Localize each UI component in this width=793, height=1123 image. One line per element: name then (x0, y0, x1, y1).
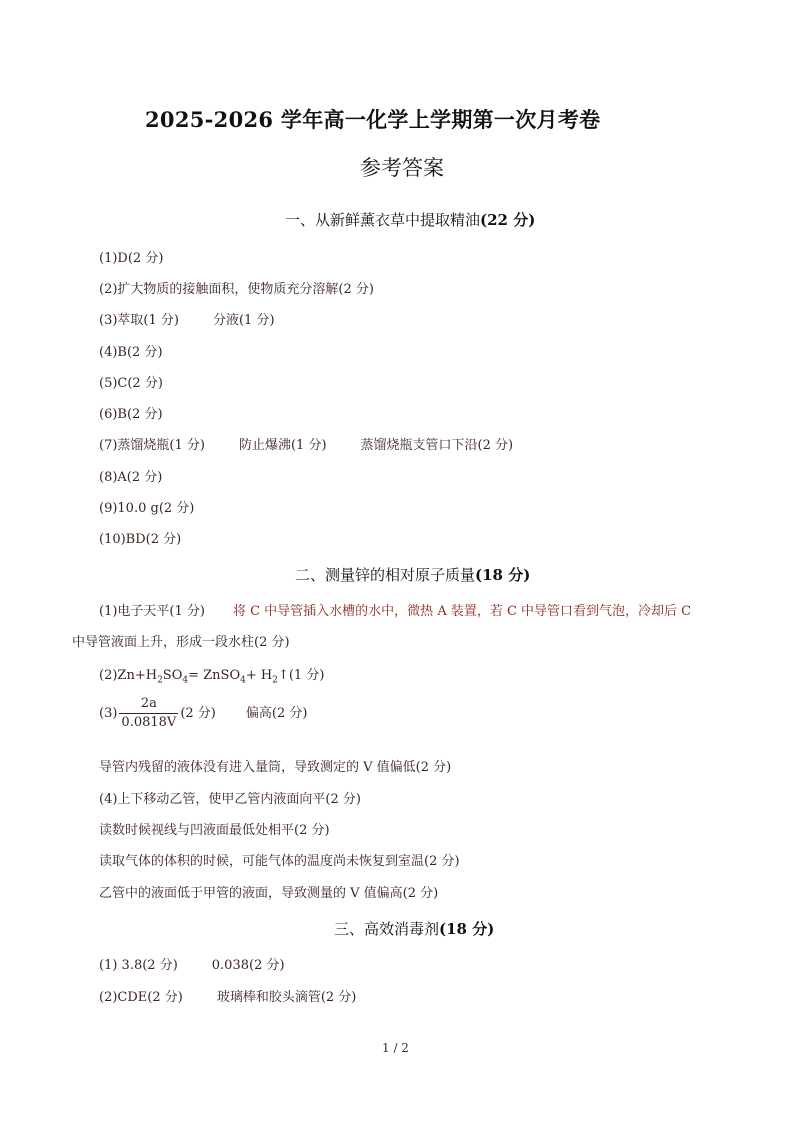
s3-answer-1-part-b: 0.038(2 分) (211, 958, 285, 973)
s2-answer-2-equation (99, 664, 324, 686)
s3-answer-1-part-a: (1) 3.8(2 分) (99, 958, 178, 973)
eq-part: = ZnSO (188, 668, 241, 683)
eq-part: + H (245, 668, 273, 683)
s1-answer-7-part-b: 防止爆沸(1 分) (238, 438, 327, 453)
s2-answer-1-part-b: 将 C 中导管插入水槽的水中，微热 A 装置，若 C 中导管口看到气泡，冷却后 C (232, 604, 692, 619)
eq-subscript: 4 (182, 675, 189, 686)
fraction-denominator: 0.0818V (121, 715, 177, 730)
s2-answer-3-label: (3) (99, 706, 118, 721)
s1-answer-3-part-b: 分液(1 分) (212, 313, 275, 328)
s1-answer-8: (8)A(2 分) (99, 470, 163, 485)
section-3-heading (334, 918, 494, 939)
s2-answer-3-score: (2 分) (180, 706, 216, 721)
fraction-numerator: 2a (119, 695, 178, 714)
section-1-heading (285, 209, 535, 230)
s2-answer-3-second: 偏高(2 分) (245, 706, 308, 721)
s2-answer-4c: 读取气体的体积的时候，可能气体的温度尚未恢复到室温(2 分) (99, 854, 460, 869)
fraction (119, 695, 178, 732)
eq-part: SO (162, 668, 183, 683)
s3-answer-2 (99, 986, 356, 1005)
eq-subscript: 2 (272, 675, 278, 686)
eq-part: (2)Zn+H (99, 668, 158, 683)
page-number: 1 / 2 (382, 1041, 409, 1055)
s2-answer-1-continuation: 中导管液面上升，形成一段水柱(2 分) (72, 635, 290, 650)
section-2-points: (18 分) (475, 566, 531, 584)
section-1-title: 一、从新鲜薰衣草中提取精油 (285, 211, 481, 229)
s3-answer-1 (99, 954, 285, 973)
s1-answer-7-part-a: (7)蒸馏烧瓶(1 分) (99, 438, 205, 453)
section-3-points: (18 分) (439, 920, 495, 938)
s1-answer-1: (1)D(2 分) (99, 251, 164, 266)
s3-answer-2-part-b: 玻璃棒和胶头滴管(2 分) (216, 990, 357, 1005)
s2-answer-1a (99, 600, 691, 619)
s3-answer-2-part-a: (2)CDE(2 分) (99, 990, 183, 1005)
s1-answer-5: (5)C(2 分) (99, 376, 163, 391)
s1-answer-10: (10)BD(2 分) (99, 532, 182, 547)
eq-part: ↑(1 分) (277, 668, 325, 683)
eq-subscript: 2 (157, 675, 163, 686)
eq-subscript: 4 (240, 675, 246, 686)
exam-title: 2025-2026 学年高一化学上学期第一次月考卷 (145, 107, 601, 132)
s2-answer-4b: 读数时候视线与凹液面最低处相平(2 分) (99, 823, 330, 838)
s2-answer-3-reason: 导管内残留的液体没有进入量筒，导致测定的 V 值偏低(2 分) (99, 760, 452, 775)
s1-answer-7-part-c: 蒸馏烧瓶支管口下沿(2 分) (360, 438, 514, 453)
s2-answer-4a: (4)上下移动乙管，使甲乙管内液面向平(2 分) (99, 792, 361, 807)
s1-answer-2: (2)扩大物质的接触面积，使物质充分溶解(2 分) (99, 282, 374, 297)
s1-answer-3-part-a: (3)萃取(1 分) (99, 313, 179, 328)
s2-answer-1-part-a: (1)电子天平(1 分) (99, 604, 205, 619)
answer-key-subtitle: 参考答案 (360, 156, 444, 180)
s1-answer-9: (9)10.0 g(2 分) (99, 501, 195, 516)
s1-answer-7 (99, 434, 513, 453)
s1-answer-3 (99, 309, 275, 328)
section-1-points: (22 分) (480, 211, 536, 229)
s1-answer-6: (6)B(2 分) (99, 407, 163, 422)
section-2-title: 二、测量锌的相对原子质量 (295, 566, 476, 584)
s2-answer-4d: 乙管中的液面低于甲管的液面，导致测量的 V 值偏高(2 分) (99, 886, 439, 901)
section-2-heading (295, 564, 530, 585)
s2-answer-3 (99, 695, 307, 732)
s1-answer-4: (4)B(2 分) (99, 345, 163, 360)
section-3-title: 三、高效消毒剂 (334, 920, 440, 938)
